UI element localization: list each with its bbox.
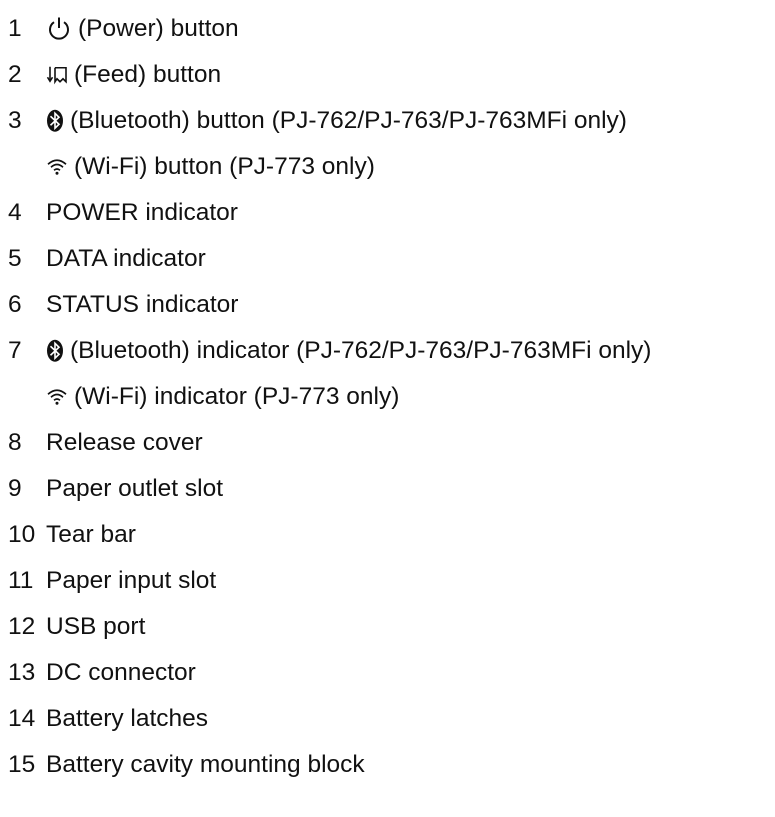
item-label: DC connector: [46, 658, 196, 686]
item-label: (Feed) button: [74, 60, 222, 88]
item-number: 3: [8, 106, 22, 134]
item-label: DATA indicator: [46, 244, 206, 272]
item-number: 14: [8, 704, 36, 732]
item-label: Battery latches: [46, 704, 209, 732]
item-label: (Wi-Fi) indicator (PJ-773 only): [74, 382, 400, 410]
item-label: Paper input slot: [46, 566, 217, 594]
item-number: 6: [8, 290, 22, 318]
item-label: (Bluetooth) button (PJ-762/PJ-763/PJ-763MFi only): [70, 106, 627, 134]
item-label: (Wi-Fi) button (PJ-773 only): [74, 152, 375, 180]
item-number: 15: [8, 750, 36, 778]
item-number: 12: [8, 612, 36, 640]
item-number: 5: [8, 244, 22, 272]
item-label: (Bluetooth) indicator (PJ-762/PJ-763/PJ-763MFi only): [70, 336, 652, 364]
item-label: Tear bar: [46, 520, 136, 548]
item-label: (Power) button: [78, 14, 239, 42]
item-label: Paper outlet slot: [46, 474, 224, 502]
wifi-icon: [46, 158, 68, 176]
item-label: Battery cavity mounting block: [46, 750, 365, 778]
bluetooth-icon: [46, 339, 64, 363]
item-number: 11: [8, 566, 34, 594]
item-number: 8: [8, 428, 22, 456]
item-number: 7: [8, 336, 22, 364]
item-number: 9: [8, 474, 22, 502]
feed-icon: [46, 64, 68, 86]
item-label: POWER indicator: [46, 198, 238, 226]
item-number: 4: [8, 198, 22, 226]
item-number: 13: [8, 658, 36, 686]
item-label: STATUS indicator: [46, 290, 239, 318]
item-label: Release cover: [46, 428, 203, 456]
wifi-icon: [46, 388, 68, 406]
item-number: 2: [8, 60, 22, 88]
bluetooth-icon: [46, 109, 64, 133]
item-number: 1: [8, 14, 22, 42]
item-label: USB port: [46, 612, 146, 640]
item-number: 10: [8, 520, 36, 548]
power-icon: [46, 16, 72, 42]
